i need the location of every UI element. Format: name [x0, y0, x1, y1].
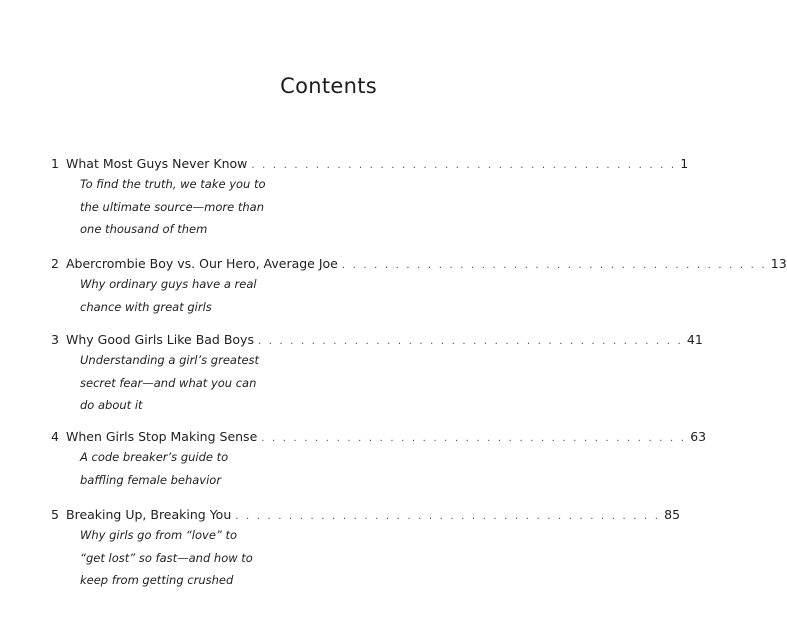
page-number: 13 — [770, 256, 787, 271]
chapter-subtitle-line: secret fear—and what you can — [80, 375, 257, 390]
page-number: 63 — [690, 429, 707, 444]
chapter-title: Why Good Girls Like Bad Boys — [66, 332, 254, 347]
chapter-subtitle-line: baffling female behavior — [80, 472, 222, 487]
chapter-subtitle-line: A code breaker’s guide to — [80, 450, 229, 464]
chapter-subtitle-line: keep from getting crushed — [80, 573, 234, 587]
chapter-subtitle-line: do about it — [80, 398, 143, 412]
dot-leader: . . . . . . . . . . . . . . . . . . . . . . . . . . . . . . . . . . . . . . . . — [257, 336, 683, 347]
chapter-subtitle-line: “get lost” so fast—and how to — [80, 550, 253, 565]
dot-leader: . . . . . . . . . . . . . . . . . . . . . . . . . . . . . . . . . . . . . . . . — [261, 433, 687, 444]
page-number: 41 — [686, 332, 703, 347]
chapter-title: When Girls Stop Making Sense — [66, 429, 258, 444]
dot-leader: . . . . . . . . . . . . . . . . . . . . . . . . . . . . . . . . . . . . . . . . — [251, 160, 677, 171]
chapter-number: 2 — [51, 256, 59, 271]
chapter-title: Abercrombie Boy vs. Our Hero, Average Joe — [66, 256, 338, 271]
chapter-subtitle-line: Why girls go from “love” to — [80, 528, 238, 542]
chapter-subtitle-line: Understanding a girl’s greatest — [80, 353, 260, 367]
chapter-subtitle-line: chance with great girls — [80, 299, 212, 314]
chapter-subtitle-line: Why ordinary guys have a real — [80, 277, 257, 291]
chapter-subtitle-line: the ultimate source—more than — [80, 199, 264, 214]
chapter-subtitle-line: one thousand of them — [80, 222, 208, 236]
dot-leader: . . . . . . . . . . . . . . . . . . . . . . . . . . . . . . . . . . . . . . . . — [341, 260, 767, 271]
chapter-title: Breaking Up, Breaking You — [66, 507, 232, 522]
dot-leader: . . . . . . . . . . . . . . . . . . . . . . . . . . . . . . . . . . . . . . . . — [235, 511, 661, 522]
page-number: 1 — [680, 156, 689, 171]
chapter-number: 1 — [51, 156, 59, 171]
chapter-number: 4 — [51, 429, 59, 444]
page-number: 85 — [664, 507, 681, 522]
chapter-number: 3 — [51, 332, 59, 347]
chapter-subtitle-line: To find the truth, we take you to — [80, 177, 266, 191]
chapter-number: 5 — [51, 507, 59, 522]
chapter-title: What Most Guys Never Know — [66, 156, 248, 171]
page-title: Contents — [280, 74, 377, 98]
